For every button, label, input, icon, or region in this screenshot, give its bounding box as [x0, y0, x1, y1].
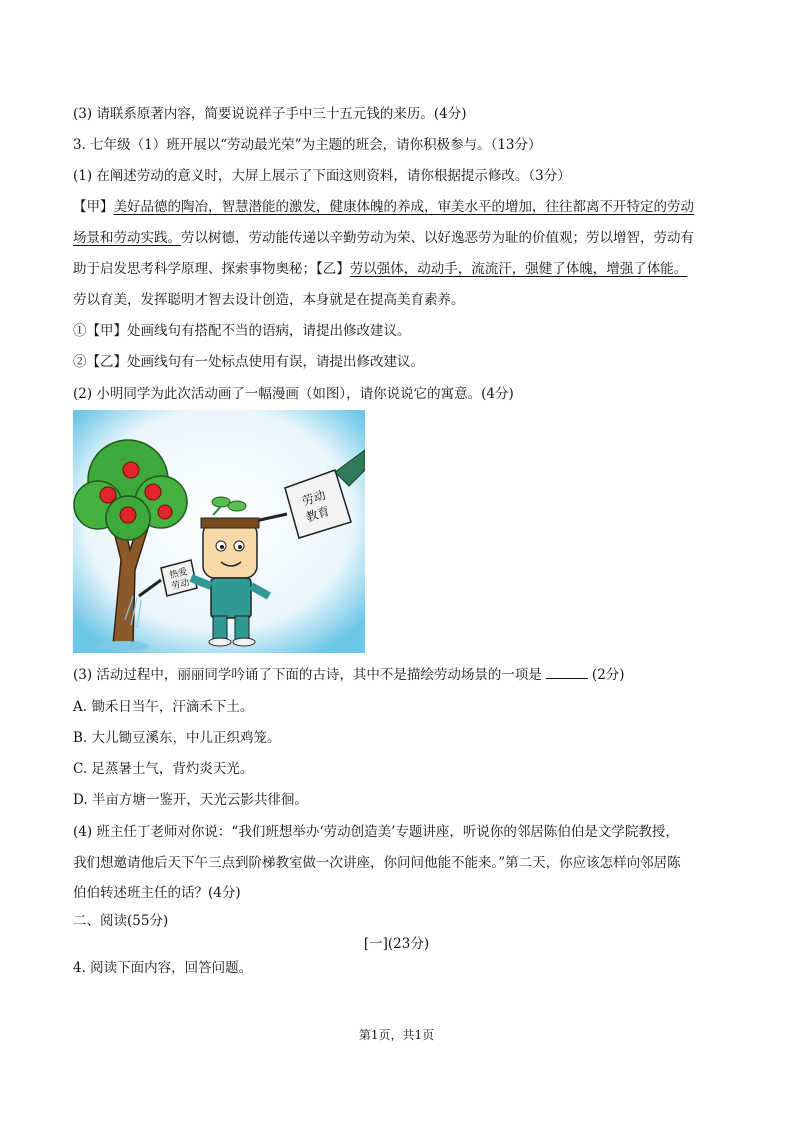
- q3-part1-prompt: (1) 在阐述劳动的意义时，大屏上展示了下面这则资料，请你根据提示修改。（3分）: [73, 168, 571, 184]
- q3-part1-sub-a: ①【甲】处画线句有搭配不当的语病，请提出修改建议。: [73, 323, 411, 339]
- option-c: C. 足蒸暑土气，背灼炎天光。: [73, 761, 254, 777]
- material-line-3: [73, 259, 723, 279]
- option-a: A. 锄禾日当午，汗滴禾下土。: [73, 699, 254, 715]
- mark-jia: 【甲】: [73, 199, 114, 215]
- underlined-sentence-yi: 劳以强体，动动手，流流汗，强健了体魄，增强了体能。: [349, 261, 688, 277]
- question-3-intro: 3. 七年级（1）班开展以“劳动最光荣”为主题的班会，请你积极参与。（13分）: [73, 137, 542, 153]
- q3-part3-prompt-text: (3) 活动过程中，丽丽同学吟诵了下面的古诗，其中不是描绘劳动场景的一项是: [73, 667, 542, 683]
- page-footer: 第1页，共1页: [358, 1028, 435, 1042]
- material-text: 劳以树德，劳动能传递以辛勤劳动为荣、以好逸恶劳为耻的价值观；劳以增智，劳动有: [181, 230, 694, 246]
- q3-part3-score: (2分): [591, 667, 625, 683]
- small-can-label-2: 劳动: [170, 578, 191, 593]
- option-d: D. 半亩方塘一鉴开，天光云影共徘徊。: [73, 792, 308, 808]
- question-4-prompt: 4. 阅读下面内容，回答问题。: [73, 960, 253, 976]
- q3-part3-prompt: [73, 665, 723, 685]
- question-prev: (3) 请联系原著内容，简要说说祥子手中三十五元钱的来历。(4分): [73, 106, 467, 122]
- underlined-sentence-jia-2: 场景和劳动实践。: [73, 230, 181, 246]
- q3-part4-line-3: 伯伯转述班主任的话？(4分): [73, 885, 241, 901]
- large-can-label-2: 教育: [304, 503, 332, 525]
- q3-part4-line-1: (4) 班主任丁老师对你说：“我们班想举办‘劳动创造美’专题讲座，听说你的邻居陈伯伯是文学院教授，: [73, 824, 679, 840]
- mark-yi: 【乙】: [316, 261, 350, 277]
- q3-part4-line-2: 我们想邀请他后天下午三点到阶梯教室做一次讲座，你问问他能不能来。”第二天，你应该怎样向邻居陈: [73, 855, 681, 871]
- answer-blank[interactable]: [546, 665, 588, 679]
- underlined-sentence-jia-1: 美好品德的陶冶，智慧潜能的激发，健康体魄的养成，审美水平的增加，往往都离不开特定的劳动: [113, 199, 694, 215]
- q3-part2-prompt: (2) 小明同学为此次活动画了一幅漫画（如图），请你说说它的寓意。(4分): [73, 386, 514, 402]
- large-can-label-1: 劳动: [300, 487, 328, 509]
- material-line-1: [73, 197, 723, 217]
- material-line-4: 劳以育美，发挥聪明才智去设计创造，本身就是在提高美育素养。: [73, 292, 465, 308]
- section-2-title: 二、阅读(55分): [73, 913, 169, 929]
- material-text: 助于启发思考科学原理、探索事物奥秘；: [73, 261, 316, 277]
- small-can-label-1: 热爱: [168, 567, 189, 582]
- option-b: B. 大儿锄豆溪东，中儿正织鸡笼。: [73, 730, 281, 746]
- q3-part1-sub-b: ②【乙】处画线句有一处标点使用有误，请提出修改建议。: [73, 354, 424, 370]
- section-2-subtitle: [一](23分): [363, 936, 430, 952]
- cartoon-image: [73, 410, 365, 653]
- material-line-2: [73, 228, 723, 248]
